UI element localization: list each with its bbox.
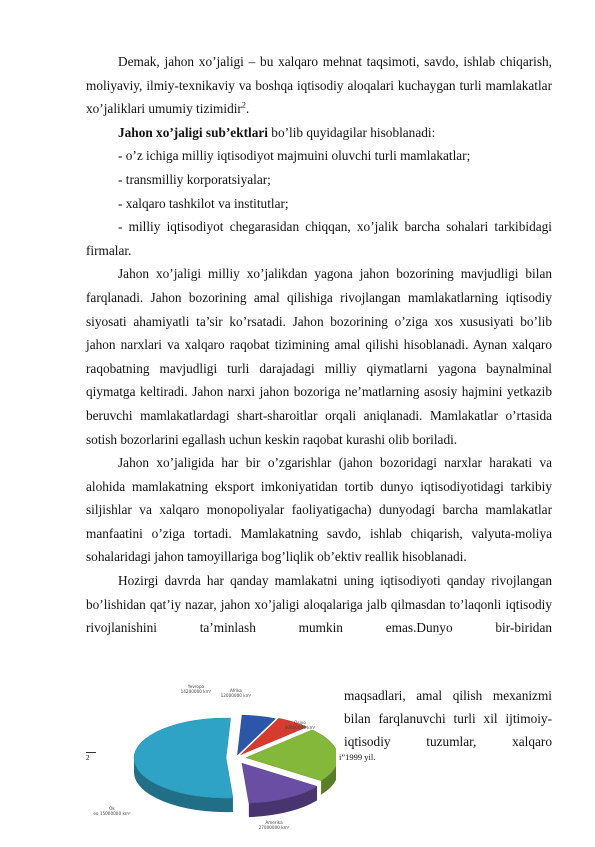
pie-label: Afrika 12000000 km² <box>220 688 252 698</box>
paragraph-current-period: Hozirgi davrda har qanday mamlakatni uning iqtisodiyoti qanday rivojlangan bo’lishidan qat’iy nazar, jahon xo’jaligi aloqalariga jalb qilmasdan to’laqonli iqtisodiy rivojlanishini ta’minlash mumkin emas.Dunyo bir-biridan <box>86 573 552 636</box>
paragraph-world-market: Jahon xo’jaligi milliy xo’jalikdan yagona jahon bozorining mavjudligi bilan farqlanadi. Jahon bozorining amal qilishiga rivojlangan mamlakatlarning iqtisodiy siyosati ahamiyatli ta’sir ko’rsatadi. Jahon bozorining o’ziga xos xususiyati bo’lib jahon narxlari va xalqaro raqobat tizimining amal qilishi hisoblanadi. Aynan xalqaro raqobatning mavjudligi turli darajadagi milliy qiymatlarni yagona baynalminal qiymatga keltiradi. Jahon narxi jahon bozoriga ne’matlarning asosiy hajmini yetkazib beruvchi mamlakatlardagi shart-sharoitlar orqali aniqlanadi. Mamlakatlar o’rtasida sotish bozorlarini egallash uchun keskin raqobat kurashi olib boriladi. <box>86 266 552 447</box>
list-item: - milliy iqtisodiyot chegarasidan chiqqan, xo’jalik barcha sohalari tarkibidagi firmalar. <box>86 219 552 258</box>
paragraph-definition <box>86 50 552 121</box>
footnote-number: 2 <box>86 754 90 762</box>
wrapped-line-1: maqsadlari, amal qilish mexanizmi <box>344 688 552 703</box>
pie-slices <box>134 715 336 817</box>
pie-chart-svg <box>86 680 336 842</box>
definition-end: . <box>245 101 250 117</box>
wrapped-line-3: iqtisodiy tuzumlar, xalqaro <box>344 734 552 749</box>
list-item: - xalqaro tashkilot va institutlar; <box>118 195 289 211</box>
subjects-heading: Jahon xo’jaligi sub’ektlari <box>118 124 268 140</box>
list-item: - o’z ichiga milliy iqtisodiyot majmuini oluvchi turli mamlakatlar; <box>118 148 471 164</box>
wrapped-line-2: bilan farqlanuvchi turli xil ijtimoiy- <box>344 711 552 726</box>
paragraph-subjects <box>86 121 552 145</box>
pie-label: Yevropa 14200000 km² <box>180 684 212 694</box>
subjects-intro: bo’lib quyidagilar hisoblanadi: <box>267 124 436 140</box>
pie-label: Ok eo 15000000 km² <box>93 806 131 816</box>
paragraph-changes: Jahon xo’jaligida har bir o’zgarishlar (jahon bozoridagi narxlar harakati va alohida mamlakatning eksport imkoniyatidan tortib dunyo iqtisodiyotidagi tarkibiy siljishlar va xalqaro monopoliyalar faoliyatigacha) dunyodagi barcha mamlakatlar manfaatini o’ziga tortadi. Mamlakatning savdo, ishlab chiqarish, valyuta-moliya sohalaridagi jahon tamoyillariga bog’liqlik ob’ektiv reallik hisoblanadi. <box>86 455 552 565</box>
pie-chart <box>86 680 336 842</box>
document-body <box>86 50 552 640</box>
footnote-ref[interactable]: 2 <box>241 100 246 110</box>
pie-label: Amerika 27000000 km² <box>258 820 290 830</box>
pie-label: Osiyo 40000000 km² <box>284 720 316 730</box>
definition-text: Demak, jahon xo’jaligi – bu xalqaro mehnat taqsimoti, savdo, ishlab chiqarish, moliyaviy, ilmiy-texnikaviy va boshqa iqtisodiy aloqalari kuchaygan turli mamlakatlar xo’jaliklari umumiy tizimidir <box>86 54 552 117</box>
footnote-text: i”1999 yil. <box>339 752 376 762</box>
list-item: - transmilliy korporatsiyalar; <box>118 171 271 187</box>
